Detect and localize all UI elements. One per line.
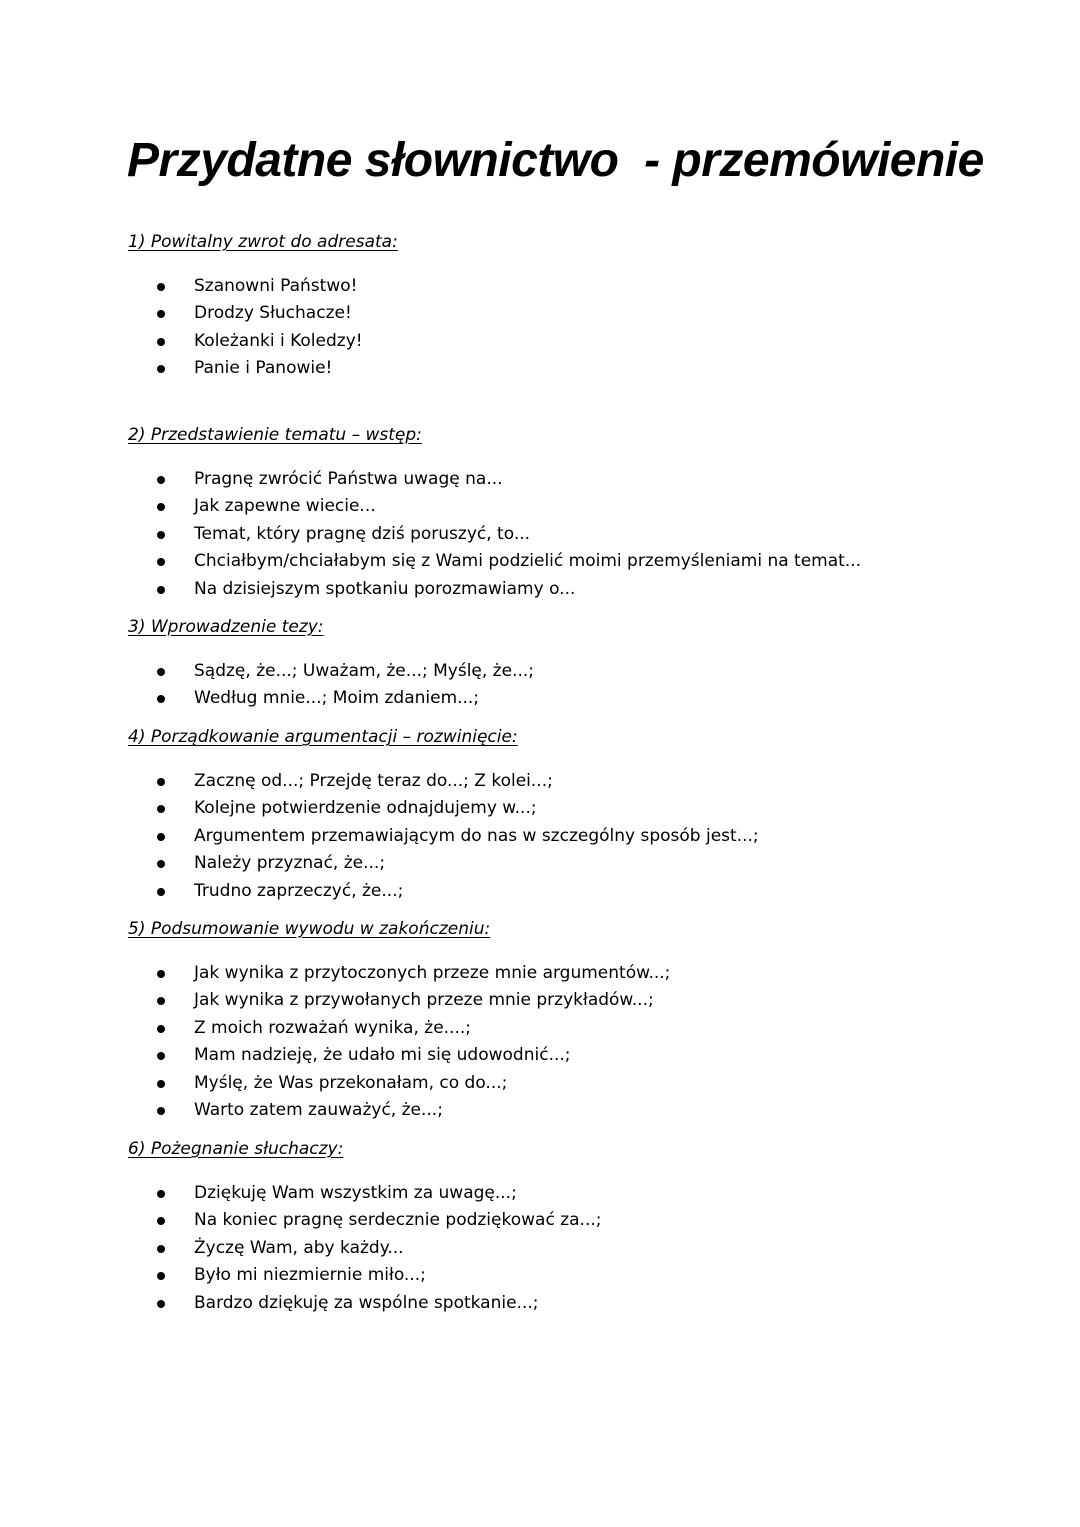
bullet-icon (157, 1300, 165, 1308)
list-item (128, 850, 759, 877)
list-item (128, 768, 759, 795)
list-item-text: Z moich rozważań wynika, że....; (194, 1017, 471, 1038)
list-item-text: Chciałbym/chciałabym się z Wami podzielić moimi przemyśleniami na temat... (194, 551, 862, 572)
list-item-text: Trudno zaprzeczyć, że...; (194, 880, 404, 901)
list-item (128, 1042, 670, 1069)
list-item (128, 960, 670, 987)
bullet-icon (157, 558, 165, 566)
list-item (128, 685, 534, 712)
section-argumentation (128, 726, 759, 905)
bullet-icon (157, 1107, 165, 1115)
list-item-text: Na koniec pragnę serdecznie podziękować za...; (194, 1210, 602, 1231)
list-item-text: Myślę, że Was przekonałam, co do...; (194, 1072, 508, 1093)
list-item (128, 328, 398, 355)
list-item (128, 795, 759, 822)
bullet-icon (157, 997, 165, 1005)
bullet-icon (157, 365, 165, 373)
list-item-text: Na dzisiejszym spotkaniu porozmawiamy o... (194, 578, 576, 599)
phrase-list (128, 768, 759, 905)
list-item-text: Bardzo dziękuję za wspólne spotkanie...; (194, 1292, 539, 1313)
list-item-text: Argumentem przemawiającym do nas w szczególny sposób jest...; (194, 825, 759, 846)
list-item (128, 1180, 601, 1207)
section-greeting (128, 231, 398, 383)
bullet-icon (157, 805, 165, 813)
bullet-icon (157, 1272, 165, 1280)
bullet-icon (157, 1052, 165, 1060)
bullet-icon (157, 1080, 165, 1088)
list-item (128, 1015, 670, 1042)
bullet-icon (157, 503, 165, 511)
list-item-text: Jak wynika z przywołanych przeze mnie przykładów...; (194, 990, 654, 1011)
phrase-list (128, 273, 398, 383)
list-item-text: Jak wynika z przytoczonych przeze mnie argumentów...; (194, 963, 671, 983)
bullet-icon (157, 668, 165, 676)
list-item (128, 548, 861, 575)
bullet-icon (157, 476, 165, 484)
list-item-text: Jak zapewne wiecie... (194, 496, 376, 517)
phrase-list (128, 466, 861, 603)
list-item-text: Sądzę, że...; Uważam, że...; Myślę, że...; (194, 661, 535, 681)
list-item (128, 300, 398, 327)
list-item (128, 466, 861, 493)
section-farewell (128, 1138, 601, 1317)
list-item (128, 493, 861, 520)
section-heading: 6) Pożegnanie słuchaczy: (128, 1139, 344, 1159)
list-item-text: Warto zatem zauważyć, że...; (194, 1099, 443, 1120)
list-item (128, 987, 670, 1014)
bullet-icon (157, 695, 165, 703)
phrase-list (128, 960, 670, 1124)
list-item (128, 355, 398, 382)
list-item (128, 823, 759, 850)
document-title: Przydatne słownictwo - przemówienie (127, 134, 984, 187)
section-heading: 2) Przedstawienie tematu – wstęp: (128, 425, 422, 445)
bullet-icon (157, 778, 165, 786)
section-heading: 1) Powitalny zwrot do adresata: (128, 232, 398, 252)
list-item-text: Należy przyznać, że...; (194, 853, 386, 874)
section-heading: 5) Podsumowanie wywodu w zakończeniu: (128, 919, 491, 939)
list-item-text: Pragnę zwrócić Państwa uwagę na... (194, 469, 503, 489)
bullet-icon (157, 888, 165, 896)
bullet-icon (157, 283, 165, 291)
bullet-icon (157, 1025, 165, 1033)
list-item (128, 1207, 601, 1234)
list-item-text: Zacznę od...; Przejdę teraz do...; Z kolei...; (194, 771, 553, 791)
list-item (128, 1097, 670, 1124)
section-summary (128, 918, 670, 1124)
section-thesis (128, 616, 534, 713)
list-item-text: Koleżanki i Koledzy! (194, 330, 363, 351)
list-item-text: Drodzy Słuchacze! (194, 303, 352, 324)
list-item (128, 521, 861, 548)
bullet-icon (157, 970, 165, 978)
list-item-text: Życzę Wam, aby każdy... (194, 1237, 404, 1258)
bullet-icon (157, 586, 165, 594)
list-item-text: Mam nadzieję, że udało mi się udowodnić...; (194, 1045, 571, 1066)
list-item (128, 878, 759, 905)
list-item-text: Kolejne potwierdzenie odnajdujemy w...; (194, 798, 537, 819)
list-item-text: Dziękuję Wam wszystkim za uwagę...; (194, 1183, 517, 1203)
list-item-text: Szanowni Państwo! (194, 276, 358, 296)
list-item-text: Było mi niezmiernie miło...; (194, 1265, 426, 1286)
list-item-text: Temat, który pragnę dziś poruszyć, to... (194, 523, 531, 544)
list-item (128, 658, 534, 685)
phrase-list (128, 658, 534, 713)
list-item (128, 1235, 601, 1262)
list-item (128, 1070, 670, 1097)
bullet-icon (157, 860, 165, 868)
list-item-text: Według mnie...; Moim zdaniem...; (194, 688, 480, 709)
phrase-list (128, 1180, 601, 1317)
bullet-icon (157, 1245, 165, 1253)
bullet-icon (157, 531, 165, 539)
section-heading: 3) Wprowadzenie tezy: (128, 617, 324, 637)
bullet-icon (157, 1190, 165, 1198)
list-item (128, 1262, 601, 1289)
section-heading: 4) Porządkowanie argumentacji – rozwinięcie: (128, 727, 518, 747)
section-introduction (128, 424, 861, 603)
list-item-text: Panie i Panowie! (194, 358, 333, 379)
bullet-icon (157, 310, 165, 318)
list-item (128, 1290, 601, 1317)
bullet-icon (157, 338, 165, 346)
list-item (128, 576, 861, 603)
bullet-icon (157, 833, 165, 841)
bullet-icon (157, 1217, 165, 1225)
list-item (128, 273, 398, 300)
